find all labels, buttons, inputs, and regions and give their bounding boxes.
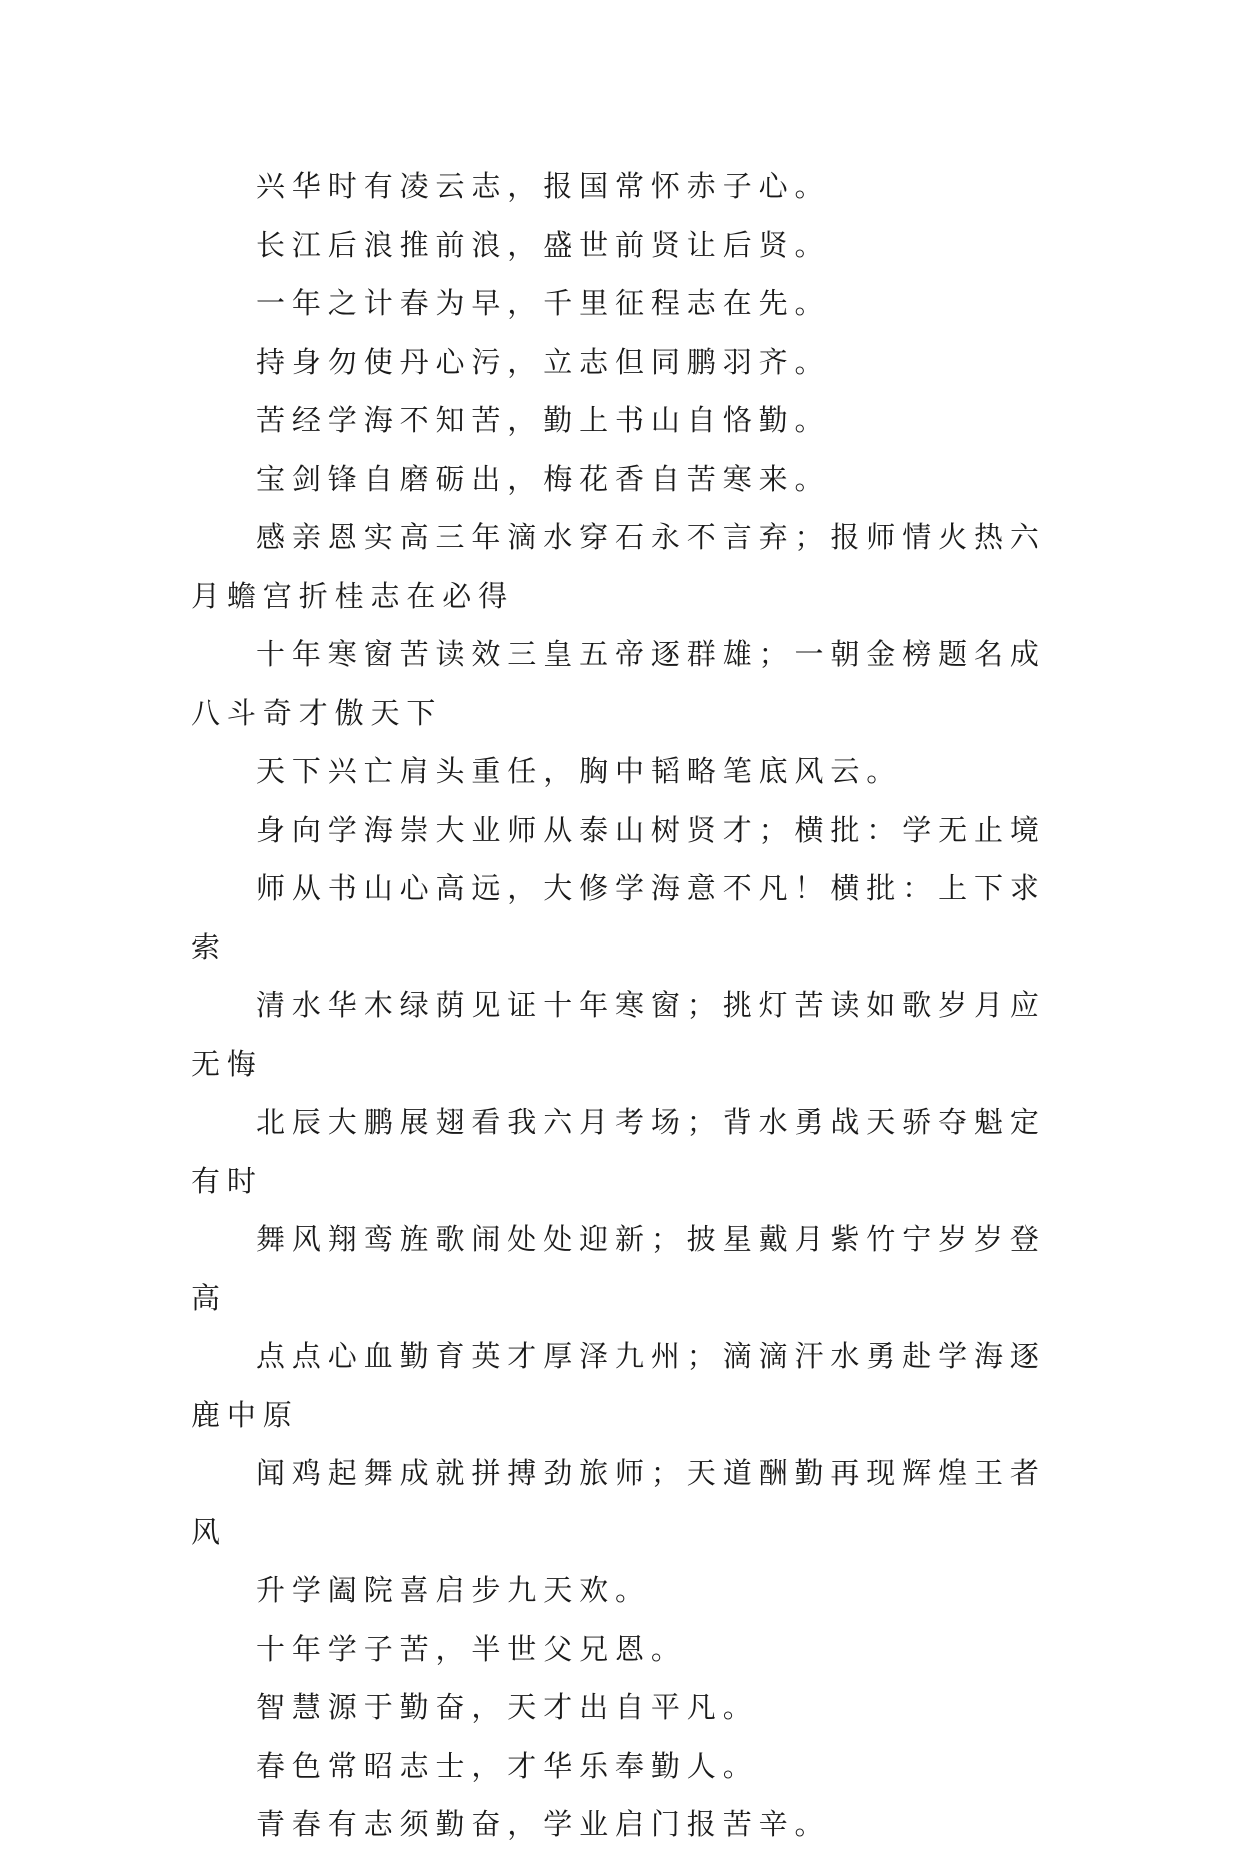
paragraph: 身向学海崇大业师从泰山树贤才；横批：学无止境 (256, 812, 1046, 847)
paragraph: 一年之计春为早，千里征程志在先。 (256, 286, 831, 320)
paragraph: 青春有志须勤奋，学业启门报苦辛。 (256, 1807, 831, 1841)
paragraph: 闻鸡起舞成就拼搏劲旅师；天道酬勤再现辉煌王者风 (191, 1456, 1046, 1549)
paragraph: 持身勿使丹心污，立志但同鹏羽齐。 (256, 344, 831, 379)
paragraph: 智慧源于勤奋，天才出自平凡。 (256, 1690, 759, 1724)
paragraph: 点点心血勤育英才厚泽九州；滴滴汗水勇赴学海逐鹿中原 (191, 1339, 1046, 1432)
paragraph: 师从书山心高远，大修学海意不凡！横批：上下求索 (191, 871, 1046, 964)
paragraph: 苦经学海不知苦，勤上书山自恪勤。 (256, 403, 831, 437)
paragraph: 升学阖院喜启步九天欢。 (256, 1573, 651, 1607)
paragraph: 北辰大鹏展翅看我六月考场；背水勇战天骄夺魁定有时 (191, 1105, 1046, 1198)
paragraph: 十年寒窗苦读效三皇五帝逐群雄；一朝金榜题名成八斗奇才傲天下 (191, 637, 1046, 730)
paragraph: 舞风翔鸾旌歌闹处处迎新；披星戴月紫竹宁岁岁登高 (191, 1222, 1046, 1315)
paragraph: 宝剑锋自磨砺出，梅花香自苦寒来。 (256, 461, 831, 496)
paragraph: 兴华时有凌云志，报国常怀赤子心。 (256, 169, 831, 203)
paragraph: 十年学子苦，半世父兄恩。 (256, 1631, 687, 1666)
document-body (191, 157, 1065, 1854)
paragraph: 清水华木绿荫见证十年寒窗；挑灯苦读如歌岁月应无悔 (191, 988, 1046, 1081)
paragraph: 长江后浪推前浪，盛世前贤让后贤。 (256, 227, 831, 262)
paragraph: 天下兴亡肩头重任，胸中韬略笔底风云。 (256, 754, 903, 788)
paragraph: 感亲恩实高三年滴水穿石永不言弃；报师情火热六月蟾宫折桂志在必得 (191, 520, 1046, 613)
paragraph: 春色常昭志士，才华乐奉勤人。 (256, 1748, 759, 1783)
